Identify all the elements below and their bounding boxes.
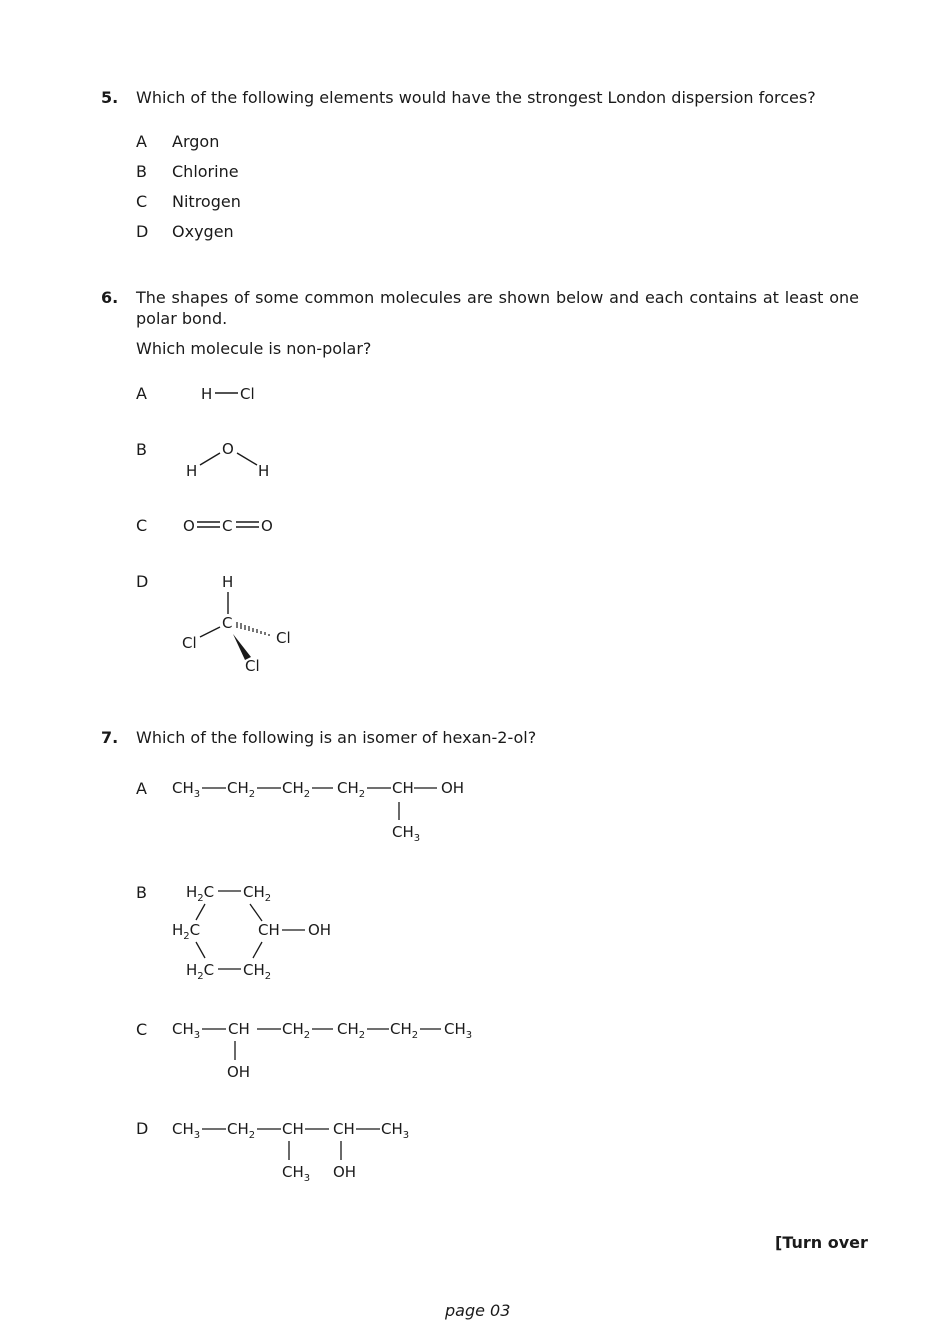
question-6-text-line2: polar bond.	[136, 309, 228, 328]
hcl-molecule	[201, 385, 255, 403]
q7-structural-formulae	[0, 760, 950, 1200]
svg-text:CH2: $CH_2$	[243, 961, 272, 982]
q5-option-a-letter: A	[136, 132, 147, 151]
svg-text:H2C: $H_2C$	[186, 961, 215, 982]
q7-structure-a	[172, 779, 464, 844]
svg-text:H: H	[186, 462, 198, 480]
svg-text:Cl: Cl	[240, 385, 255, 403]
svg-text:H2C: $H_2C$	[186, 883, 215, 904]
svg-text:OH: OH	[308, 921, 332, 939]
svg-text:CH: CH	[282, 1120, 304, 1138]
svg-text:CH2: $CH_2$	[337, 779, 366, 800]
q5-option-b-letter: B	[136, 162, 147, 181]
svg-text:C: C	[222, 517, 233, 535]
q7-structure-d	[172, 1120, 409, 1184]
q7-option-c-letter: C	[136, 1020, 148, 1039]
svg-text:CH: CH	[258, 921, 280, 939]
q5-option-d-letter: D	[136, 222, 149, 241]
q7-structure-c	[172, 1020, 472, 1081]
q6-option-a-letter: A	[136, 384, 147, 403]
svg-text:CH2: $CH_2$	[337, 1020, 366, 1041]
q5-option-c-text: Nitrogen	[172, 192, 241, 211]
question-6-prompt: Which molecule is non-polar?	[136, 339, 372, 358]
question-6-number: 6.	[101, 288, 119, 307]
svg-text:OH: OH	[227, 1063, 251, 1081]
q7-option-d-letter: D	[136, 1119, 149, 1138]
carbon-dioxide-molecule	[183, 517, 273, 535]
svg-text:O: O	[261, 517, 273, 535]
svg-text:Cl: Cl	[276, 629, 291, 647]
svg-text:CH3: $CH_3$	[172, 779, 201, 800]
svg-text:CH3: $CH_3$	[444, 1020, 473, 1041]
question-5-text: Which of the following elements would have the strongest London dispersion forces?	[136, 88, 816, 107]
svg-text:H: H	[201, 385, 213, 403]
svg-text:CH3: $CH_3$	[282, 1163, 311, 1184]
svg-text:CH3: $CH_3$	[392, 823, 421, 844]
water-molecule	[186, 440, 269, 480]
q5-option-a-text: Argon	[172, 132, 220, 151]
svg-text:CH2: $CH_2$	[227, 1120, 256, 1141]
q6-option-d-letter: D	[136, 572, 149, 591]
question-5-number: 5.	[101, 88, 119, 107]
turn-over-label: [Turn over	[775, 1233, 868, 1252]
svg-text:CH2: $CH_2$	[282, 1020, 311, 1041]
q5-option-b-text: Chlorine	[172, 162, 239, 181]
question-7-number: 7.	[101, 728, 119, 747]
trichloromethane-molecule	[182, 573, 291, 675]
q7-structure-b	[172, 883, 331, 982]
q6-option-c-letter: C	[136, 516, 148, 535]
svg-text:H: H	[258, 462, 270, 480]
svg-text:CH: CH	[333, 1120, 355, 1138]
svg-text:H2C: $H_2C$	[172, 921, 201, 942]
q6-option-b-letter: B	[136, 440, 147, 459]
svg-text:CH2: $CH_2$	[227, 779, 256, 800]
svg-text:OH: OH	[441, 779, 465, 797]
svg-text:O: O	[183, 517, 195, 535]
svg-text:Cl: Cl	[182, 634, 197, 652]
svg-text:CH3: $CH_3$	[172, 1020, 201, 1041]
svg-text:CH2: $CH_2$	[282, 779, 311, 800]
question-7-text: Which of the following is an isomer of hexan-2-ol?	[136, 728, 537, 747]
svg-text:CH3: $CH_3$	[381, 1120, 410, 1141]
q5-option-d-text: Oxygen	[172, 222, 234, 241]
svg-text:C: C	[222, 614, 233, 632]
svg-text:CH: CH	[228, 1020, 250, 1038]
svg-text:H: H	[222, 573, 234, 591]
svg-text:CH3: $CH_3$	[172, 1120, 201, 1141]
page-number: page 03	[445, 1301, 511, 1320]
svg-text:O: O	[222, 440, 234, 458]
q7-option-b-letter: B	[136, 883, 147, 902]
q7-option-a-letter: A	[136, 779, 147, 798]
svg-text:CH2: $CH_2$	[390, 1020, 419, 1041]
svg-text:Cl: Cl	[245, 657, 260, 675]
question-6-text-line1: The shapes of some common molecules are shown below and each contains at least one	[136, 288, 859, 307]
q5-option-c-letter: C	[136, 192, 148, 211]
svg-text:CH2: $CH_2$	[243, 883, 272, 904]
svg-text:CH: CH	[392, 779, 414, 797]
svg-text:OH: OH	[333, 1163, 357, 1181]
